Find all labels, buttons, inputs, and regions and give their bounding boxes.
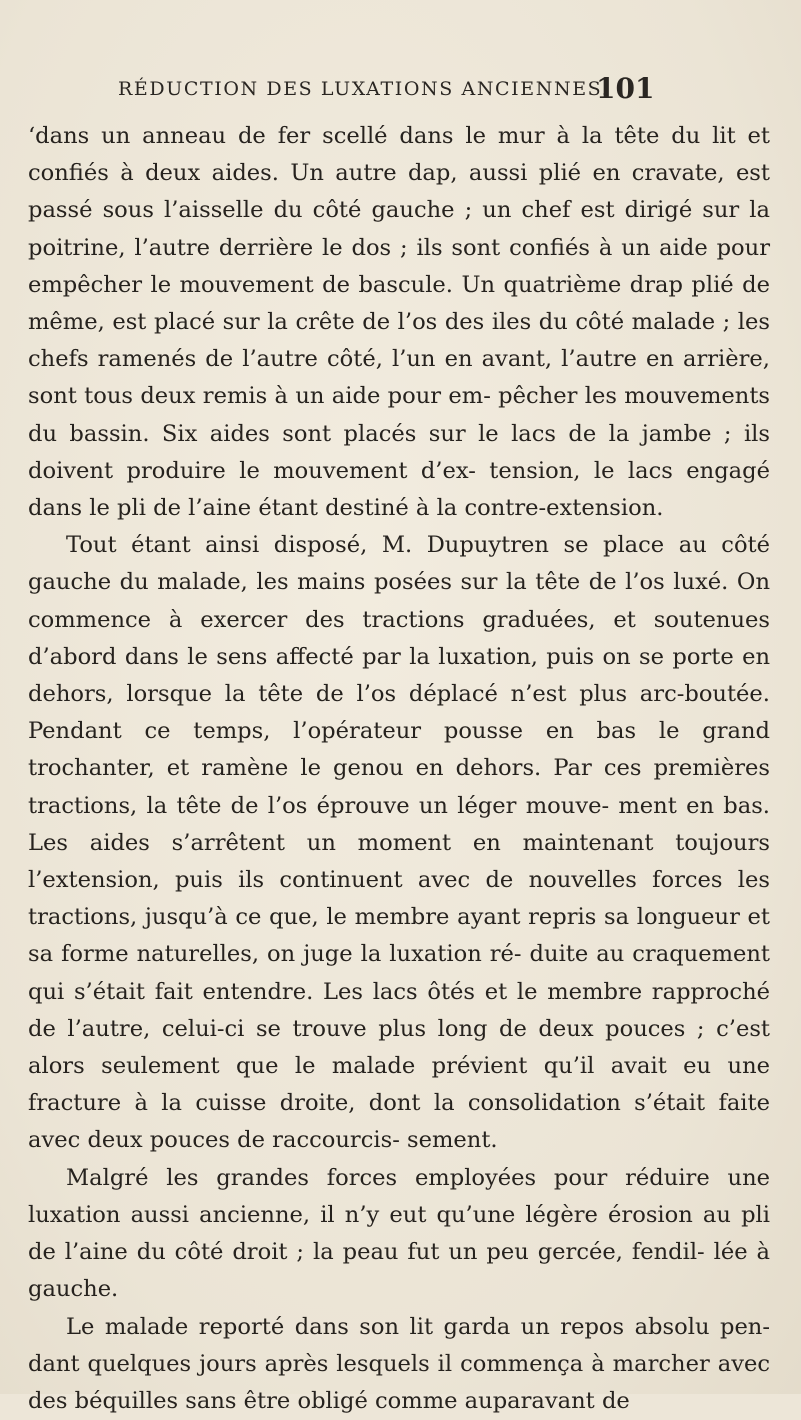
running-head: RÉDUCTION DES LUXATIONS ANCIENNES. [118,78,609,100]
paragraph: Tout étant ainsi disposé, M. Dupuytren se place au côté gauche du malade, les mains posées sur la tête de l’os luxé. On commence à exercer des tractions graduées, et soutenues d’abord dans le sens affecté par la luxation, puis on se porte en dehors, lorsque la tête de l’os déplacé n’est plus arc-boutée. Pendant ce temps, l’opérateur pousse en bas le grand trochanter, et ramène le genou en dehors. Par ces premières tractions, la tête de l’os éprouve un léger mouve- ment en bas. Les aides s’arrêtent un moment en maintenant toujours l’extension, puis ils continuent avec de nouvelles forces les tractions, jusqu’à ce que, le membre ayant repris sa longueur et sa forme naturelles, on juge la luxation ré- duite au craquement qui s’était fait entendre. Les lacs ôtés et le membre rapproché de l’autre, celui-ci se trouve plus long de deux pouces ; c’est alors seulement que le malade prévient qu’il avait eu une fracture à la cuisse droite, dont la consolidation s’était faite avec deux pouces de raccourcis- sement. [28,527,770,1159]
page-header [0,72,801,108]
paragraph: Le malade reporté dans son lit garda un repos absolu pen- dant quelques jours après lesquels il commença à marcher avec des béquilles sans être obligé comme auparavant de [28,1309,770,1420]
paragraph: Malgré les grandes forces employées pour réduire une luxation aussi ancienne, il n’y eut qu’une légère érosion au pli de l’aine du côté droit ; la peau fut un peu gercée, fendil- lée à gauche. [28,1160,770,1309]
body-text [28,118,770,1420]
paragraph-continuation: ‘dans un anneau de fer scellé dans le mur à la tête du lit et confiés à deux aides. Un autre dap, aussi plié en cravate, est passé sous l’aisselle du côté gauche ; un chef est dirigé sur la poitrine, l’autre derrière le dos ; ils sont confiés à un aide pour empêcher le mouvement de bascule. Un quatrième drap plié de même, est placé sur la crête de l’os des iles du côté malade ; les chefs ramenés de l’autre côté, l’un en avant, l’autre en arrière, sont tous deux remis à un aide pour em- pêcher les mouvements du bassin. Six aides sont placés sur le lacs de la jambe ; ils doivent produire le mouvement d’ex- tension, le lacs engagé dans le pli de l’aine étant destiné à la contre-extension. [28,118,770,527]
page-number: 101 [596,72,654,105]
